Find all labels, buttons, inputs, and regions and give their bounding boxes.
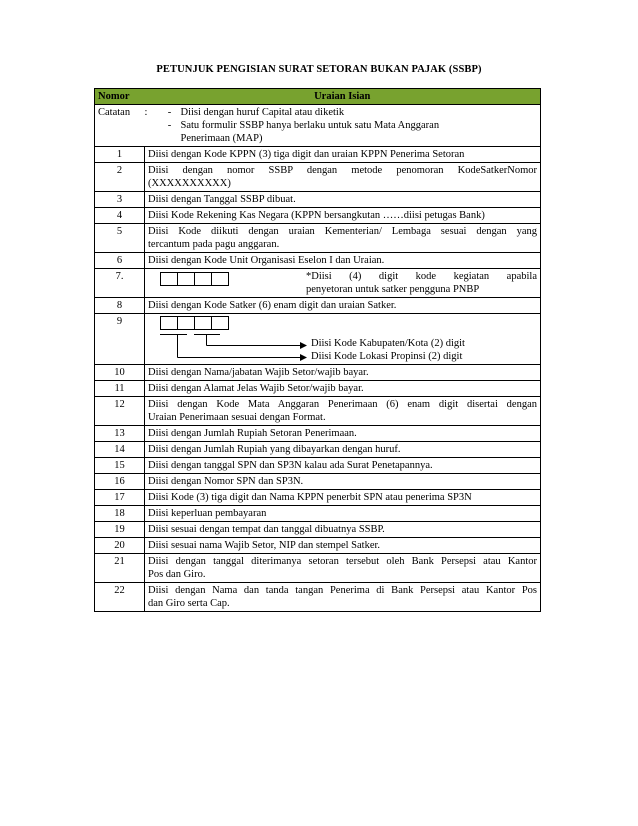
location-code-field [148, 315, 537, 363]
table-row [95, 208, 541, 224]
table-row [95, 163, 541, 192]
row-text: Diisi Kode diikuti dengan uraian Kementerian/ Lembaga sesuai dengan yang [148, 226, 537, 237]
catatan-note-3: Penerimaan (MAP) [180, 133, 263, 144]
row-number: 7. [95, 269, 145, 298]
row-number: 1 [95, 147, 145, 163]
row-text: Diisi Kode Rekening Kas Negara (KPPN bersangkutan ……diisi petugas Bank) [145, 208, 541, 224]
catatan-label: Catatan [95, 105, 145, 147]
table-row [95, 147, 541, 163]
row-number: 2 [95, 163, 145, 192]
table-row [95, 426, 541, 442]
table-row [95, 381, 541, 397]
row-text: Diisi dengan Kode Unit Organisasi Eselon I dan Uraian. [145, 253, 541, 269]
row-number: 14 [95, 442, 145, 458]
kabupaten-code-label: Diisi Kode Kabupaten/Kota (2) digit [311, 338, 465, 349]
table-row [95, 506, 541, 522]
digit-box [161, 317, 178, 330]
digit-box [178, 317, 195, 330]
table-header [95, 89, 541, 105]
table-row [95, 192, 541, 208]
table-row [95, 474, 541, 490]
row-text-continued: (XXXXXXXXXX) [148, 178, 231, 189]
table-row [95, 365, 541, 381]
row-text: Diisi dengan Nomor SPN dan SP3N. [145, 474, 541, 490]
row-text: Diisi dengan Jumlah Rupiah yang dibayarkan dengan huruf. [145, 442, 541, 458]
row-text: Diisi dengan Kode Mata Anggaran Penerimaan (6) enam digit disertai dengan [148, 399, 537, 410]
row-number: 18 [95, 506, 145, 522]
table-row [95, 458, 541, 474]
row-text: Diisi keperluan pembayaran [145, 506, 541, 522]
row-text: Diisi sesuai nama Wajib Setor, NIP dan stempel Satker. [145, 538, 541, 554]
header-nomor: Nomor [95, 89, 145, 105]
row-text: Diisi dengan tanggal diterimanya setoran tersebut oleh Bank Persepsi atau Kantor [148, 556, 537, 567]
row-number: 15 [95, 458, 145, 474]
row-number: 22 [95, 583, 145, 612]
row-text: Diisi dengan Kode KPPN (3) tiga digit dan uraian KPPN Penerima Setoran [145, 147, 541, 163]
table-row [95, 224, 541, 253]
row-number: 12 [95, 397, 145, 426]
row-text-continued: tercantum pada pagu anggaran. [148, 239, 280, 250]
propinsi-code-label: Diisi Kode Lokasi Propinsi (2) digit [311, 351, 463, 362]
table-row [95, 269, 541, 298]
row-number: 9 [95, 314, 145, 365]
row-text: Diisi dengan Nama/jabatan Wajib Setor/wajib bayar. [145, 365, 541, 381]
table-row [95, 253, 541, 269]
catatan-colon: : [144, 107, 148, 118]
row-text: Diisi dengan tanggal SPN dan SP3N kalau ada Surat Penetapannya. [145, 458, 541, 474]
activity-code-field [148, 270, 537, 296]
row-number: 13 [95, 426, 145, 442]
table-row [95, 397, 541, 426]
row-text: Diisi Kode (3) tiga digit dan Nama KPPN penerbit SPN atau penerima SP3N [145, 490, 541, 506]
row-number: 3 [95, 192, 145, 208]
table-row [95, 522, 541, 538]
row-text: Diisi dengan Alamat Jelas Wajib Setor/wajib bayar. [145, 381, 541, 397]
row-number: 6 [95, 253, 145, 269]
row-number: 11 [95, 381, 145, 397]
row-number: 19 [95, 522, 145, 538]
row-text: Diisi dengan Jumlah Rupiah Setoran Penerimaan. [145, 426, 541, 442]
table-row [95, 554, 541, 583]
table-row [95, 583, 541, 612]
activity-code-note-continued: penyetoran untuk satker pengguna PNBP [306, 284, 480, 295]
catatan-dash-1: - [167, 107, 172, 118]
page-title: PETUNJUK PENGISIAN SURAT SETORAN BUKAN PAJAK (SSBP) [156, 64, 482, 75]
table-row [95, 490, 541, 506]
digit-box [212, 317, 229, 330]
table-row [95, 442, 541, 458]
activity-code-note: *Diisi (4) digit kode kegiatan apabila [306, 271, 537, 282]
catatan-note-1: Diisi dengan huruf Capital atau diketik [180, 107, 345, 118]
row-text: Diisi dengan nomor SSBP dengan metode penomoran KodeSatkerNomor [148, 165, 537, 176]
table-row [95, 298, 541, 314]
row-text-continued: Pos dan Giro. [148, 569, 206, 580]
table-row [95, 314, 541, 365]
row-number: 21 [95, 554, 145, 583]
row-text: Diisi sesuai dengan tempat dan tanggal dibuatnya SSBP. [145, 522, 541, 538]
row-text: Diisi dengan Tanggal SSBP dibuat. [145, 192, 541, 208]
row-number: 20 [95, 538, 145, 554]
row-number: 4 [95, 208, 145, 224]
row-number: 16 [95, 474, 145, 490]
row-number: 8 [95, 298, 145, 314]
row-text-continued: dan Giro serta Cap. [148, 598, 230, 609]
header-uraian: Uraian Isian [145, 89, 541, 105]
catatan-note-2: Satu formulir SSBP hanya berlaku untuk satu Mata Anggaran [180, 120, 440, 131]
arrow-icon [300, 354, 307, 361]
catatan-notes [145, 105, 541, 147]
table-row [95, 538, 541, 554]
digit-boxes [160, 272, 229, 286]
instruction-table [94, 88, 541, 612]
row-number: 5 [95, 224, 145, 253]
row-number: 10 [95, 365, 145, 381]
row-text: Diisi dengan Nama dan tanda tangan Penerima di Bank Persepsi atau Kantor Pos [148, 585, 537, 596]
row-number: 17 [95, 490, 145, 506]
arrow-icon [300, 342, 307, 349]
row-text: Diisi dengan Kode Satker (6) enam digit dan uraian Satker. [145, 298, 541, 314]
catatan-dash-2: - [167, 120, 172, 131]
row-text-continued: Uraian Penerimaan sesuai dengan Format. [148, 412, 326, 423]
digit-box [195, 317, 212, 330]
catatan-row [95, 105, 541, 147]
